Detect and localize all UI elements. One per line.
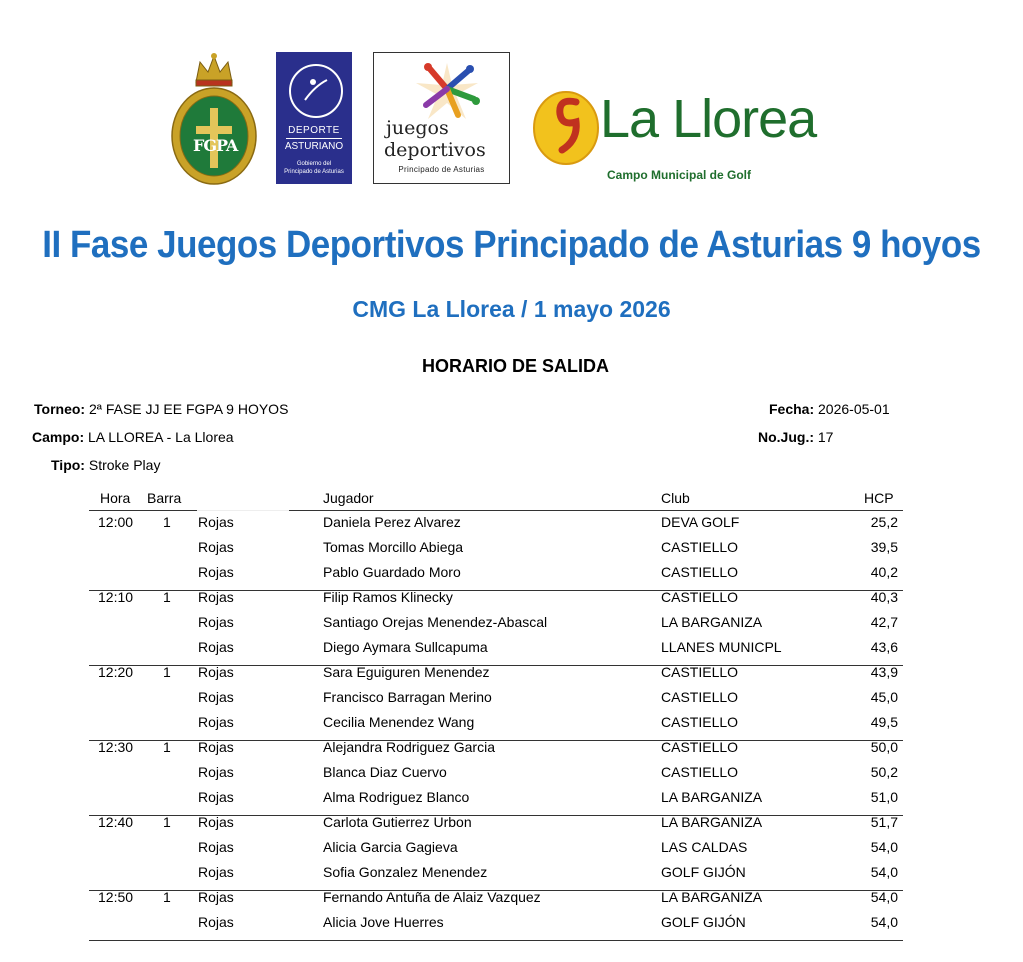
cell-tee: Rojas — [198, 664, 234, 680]
cell-jugador: Carlota Gutierrez Urbon — [323, 814, 472, 830]
cell-hcp: 39,5 — [870, 539, 898, 555]
group-separator — [89, 940, 903, 941]
cell-jugador: Sara Eguiguren Menendez — [323, 664, 490, 680]
cell-hora: 12:20 — [98, 664, 134, 680]
cell-club: GOLF GIJÓN — [661, 914, 746, 930]
cell-barra: 1 — [163, 664, 171, 680]
fecha-label: Fecha: — [769, 401, 815, 417]
cell-hcp: 51,7 — [870, 814, 898, 830]
logo-line-gobierno-b: Principado de Asturias — [284, 169, 344, 175]
cell-hcp: 25,2 — [870, 514, 898, 530]
header-club: Club — [661, 490, 690, 506]
cell-club: CASTIELLO — [661, 739, 739, 755]
header-hora: Hora — [100, 490, 131, 506]
cell-tee: Rojas — [198, 814, 234, 830]
cell-jugador: Filip Ramos Klinecky — [323, 589, 453, 605]
tipo-value: Stroke Play — [88, 457, 161, 473]
cell-barra: 1 — [163, 814, 171, 830]
cell-jugador: Alicia Garcia Gagieva — [323, 839, 458, 855]
cell-hcp: 43,6 — [870, 639, 898, 655]
cell-club: CASTIELLO — [661, 539, 739, 555]
cell-club: CASTIELLO — [661, 589, 739, 605]
campo-row — [32, 429, 234, 445]
cell-jugador: Sofia Gonzalez Menendez — [323, 864, 488, 880]
logo-word-juegos: juegos — [386, 117, 449, 139]
cell-tee: Rojas — [198, 514, 234, 530]
cell-jugador: Santiago Orejas Menendez-Abascal — [323, 614, 548, 630]
cell-hcp: 40,3 — [870, 589, 898, 605]
cell-jugador: Pablo Guardado Moro — [323, 564, 461, 580]
cell-club: LA BARGANIZA — [661, 614, 763, 630]
cell-barra: 1 — [163, 739, 171, 755]
header-barra: Barra — [147, 490, 182, 506]
deporte-asturiano-logo — [276, 52, 352, 184]
cell-hcp: 42,7 — [870, 614, 898, 630]
cell-jugador: Blanca Diaz Cuervo — [323, 764, 447, 780]
fecha-value: 2026-05-01 — [818, 401, 890, 417]
tipo-row — [51, 457, 160, 473]
la-llorea-logo — [530, 82, 817, 190]
cell-tee: Rojas — [198, 764, 234, 780]
cell-hcp: 51,0 — [870, 789, 898, 805]
cell-tee: Rojas — [198, 839, 234, 855]
cell-hora: 12:00 — [98, 514, 134, 530]
cell-tee: Rojas — [198, 739, 234, 755]
nojug-label: No.Jug.: — [758, 429, 814, 445]
cell-tee: Rojas — [198, 914, 234, 930]
cell-tee: Rojas — [198, 539, 234, 555]
cell-hcp: 50,2 — [870, 764, 898, 780]
cell-jugador: Fernando Antuña de Alaiz Vazquez — [323, 889, 541, 905]
cell-jugador: Alicia Jove Huerres — [323, 914, 444, 930]
cell-club: CASTIELLO — [661, 689, 739, 705]
cell-club: CASTIELLO — [661, 564, 739, 580]
cell-hora: 12:40 — [98, 814, 134, 830]
cell-jugador: Alma Rodriguez Blanco — [323, 789, 470, 805]
cell-club: CASTIELLO — [661, 714, 739, 730]
cell-club: LAS CALDAS — [661, 839, 748, 855]
cell-hcp: 54,0 — [870, 864, 898, 880]
cell-tee: Rojas — [198, 689, 234, 705]
venue-subtitle: CMG La Llorea / 1 mayo 2026 — [352, 296, 671, 322]
torneo-value: 2ª FASE JJ EE FGPA 9 HOYOS — [88, 401, 289, 417]
torneo-label: Torneo: — [34, 401, 86, 417]
cell-hcp: 54,0 — [870, 914, 898, 930]
logo-line-deporte: DEPORTE — [288, 125, 340, 136]
cell-jugador: Daniela Perez Alvarez — [323, 514, 461, 530]
cell-club: LA BARGANIZA — [661, 889, 763, 905]
cell-barra: 1 — [163, 514, 171, 530]
cell-jugador: Francisco Barragan Merino — [323, 689, 492, 705]
fgpa-letters: FGPA — [193, 136, 238, 155]
fgpa-logo — [170, 52, 258, 186]
cell-tee: Rojas — [198, 889, 234, 905]
header-rule-tee — [197, 510, 289, 511]
logo-line-asturiano: ASTURIANO — [284, 141, 344, 152]
logo-divider — [286, 138, 342, 139]
section-title: HORARIO DE SALIDA — [421, 356, 609, 376]
cell-hcp: 40,2 — [870, 564, 898, 580]
cell-jugador: Diego Aymara Sullcapuma — [323, 639, 488, 655]
fecha-row — [769, 401, 890, 417]
cell-hcp: 54,0 — [870, 839, 898, 855]
cell-tee: Rojas — [198, 639, 234, 655]
cell-tee: Rojas — [198, 714, 234, 730]
cell-barra: 1 — [163, 889, 171, 905]
cell-club: LA BARGANIZA — [661, 814, 763, 830]
cell-tee: Rojas — [198, 564, 234, 580]
cell-club: LLANES MUNICPL — [661, 639, 782, 655]
cell-hora: 12:50 — [98, 889, 134, 905]
logo-word-deportivos: deportivos — [384, 139, 486, 161]
sport-figure-icon — [289, 64, 343, 118]
cell-club: GOLF GIJÓN — [661, 864, 746, 880]
nojug-value: 17 — [817, 429, 834, 445]
logo-line-gobierno — [276, 160, 352, 176]
cell-barra: 1 — [163, 589, 171, 605]
cell-tee: Rojas — [198, 614, 234, 630]
fgpa-crest-icon — [170, 52, 258, 186]
logo-word-principado: Principado de Asturias — [398, 165, 485, 174]
cell-hora: 12:30 — [98, 739, 134, 755]
cell-jugador: Alejandra Rodriguez Garcia — [323, 739, 495, 755]
cell-club: LA BARGANIZA — [661, 789, 763, 805]
cell-club: DEVA GOLF — [661, 514, 740, 530]
cell-club: CASTIELLO — [661, 664, 739, 680]
golf-ball-icon — [532, 84, 600, 166]
la-llorea-name: La Llorea — [600, 89, 817, 149]
cell-tee: Rojas — [198, 864, 234, 880]
cell-tee: Rojas — [198, 589, 234, 605]
header-hcp: HCP — [864, 490, 894, 506]
cell-hcp: 54,0 — [870, 889, 898, 905]
page-title: II Fase Juegos Deportivos Principado de Asturias 9 hoyos — [42, 224, 981, 266]
cell-hcp: 50,0 — [870, 739, 898, 755]
cell-club: CASTIELLO — [661, 764, 739, 780]
cell-jugador: Tomas Morcillo Abiega — [323, 539, 464, 555]
cell-hcp: 43,9 — [870, 664, 898, 680]
campo-value: LA LLOREA - La Llorea — [88, 429, 234, 445]
star-figures-icon — [412, 59, 482, 121]
logo-line-gobierno-a: Gobierno del — [296, 161, 332, 167]
cell-hcp: 49,5 — [870, 714, 898, 730]
juegos-deportivos-logo — [373, 52, 510, 184]
cell-tee: Rojas — [198, 789, 234, 805]
tipo-label: Tipo: — [51, 457, 85, 473]
cell-jugador: Cecilia Menendez Wang — [323, 714, 475, 730]
la-llorea-subtitle: Campo Municipal de Golf — [607, 168, 752, 182]
header-jugador: Jugador — [323, 490, 374, 506]
campo-label: Campo: — [32, 429, 85, 445]
cell-hora: 12:10 — [98, 589, 134, 605]
nojug-row — [758, 429, 833, 445]
torneo-row — [34, 401, 288, 417]
cell-hcp: 45,0 — [870, 689, 898, 705]
